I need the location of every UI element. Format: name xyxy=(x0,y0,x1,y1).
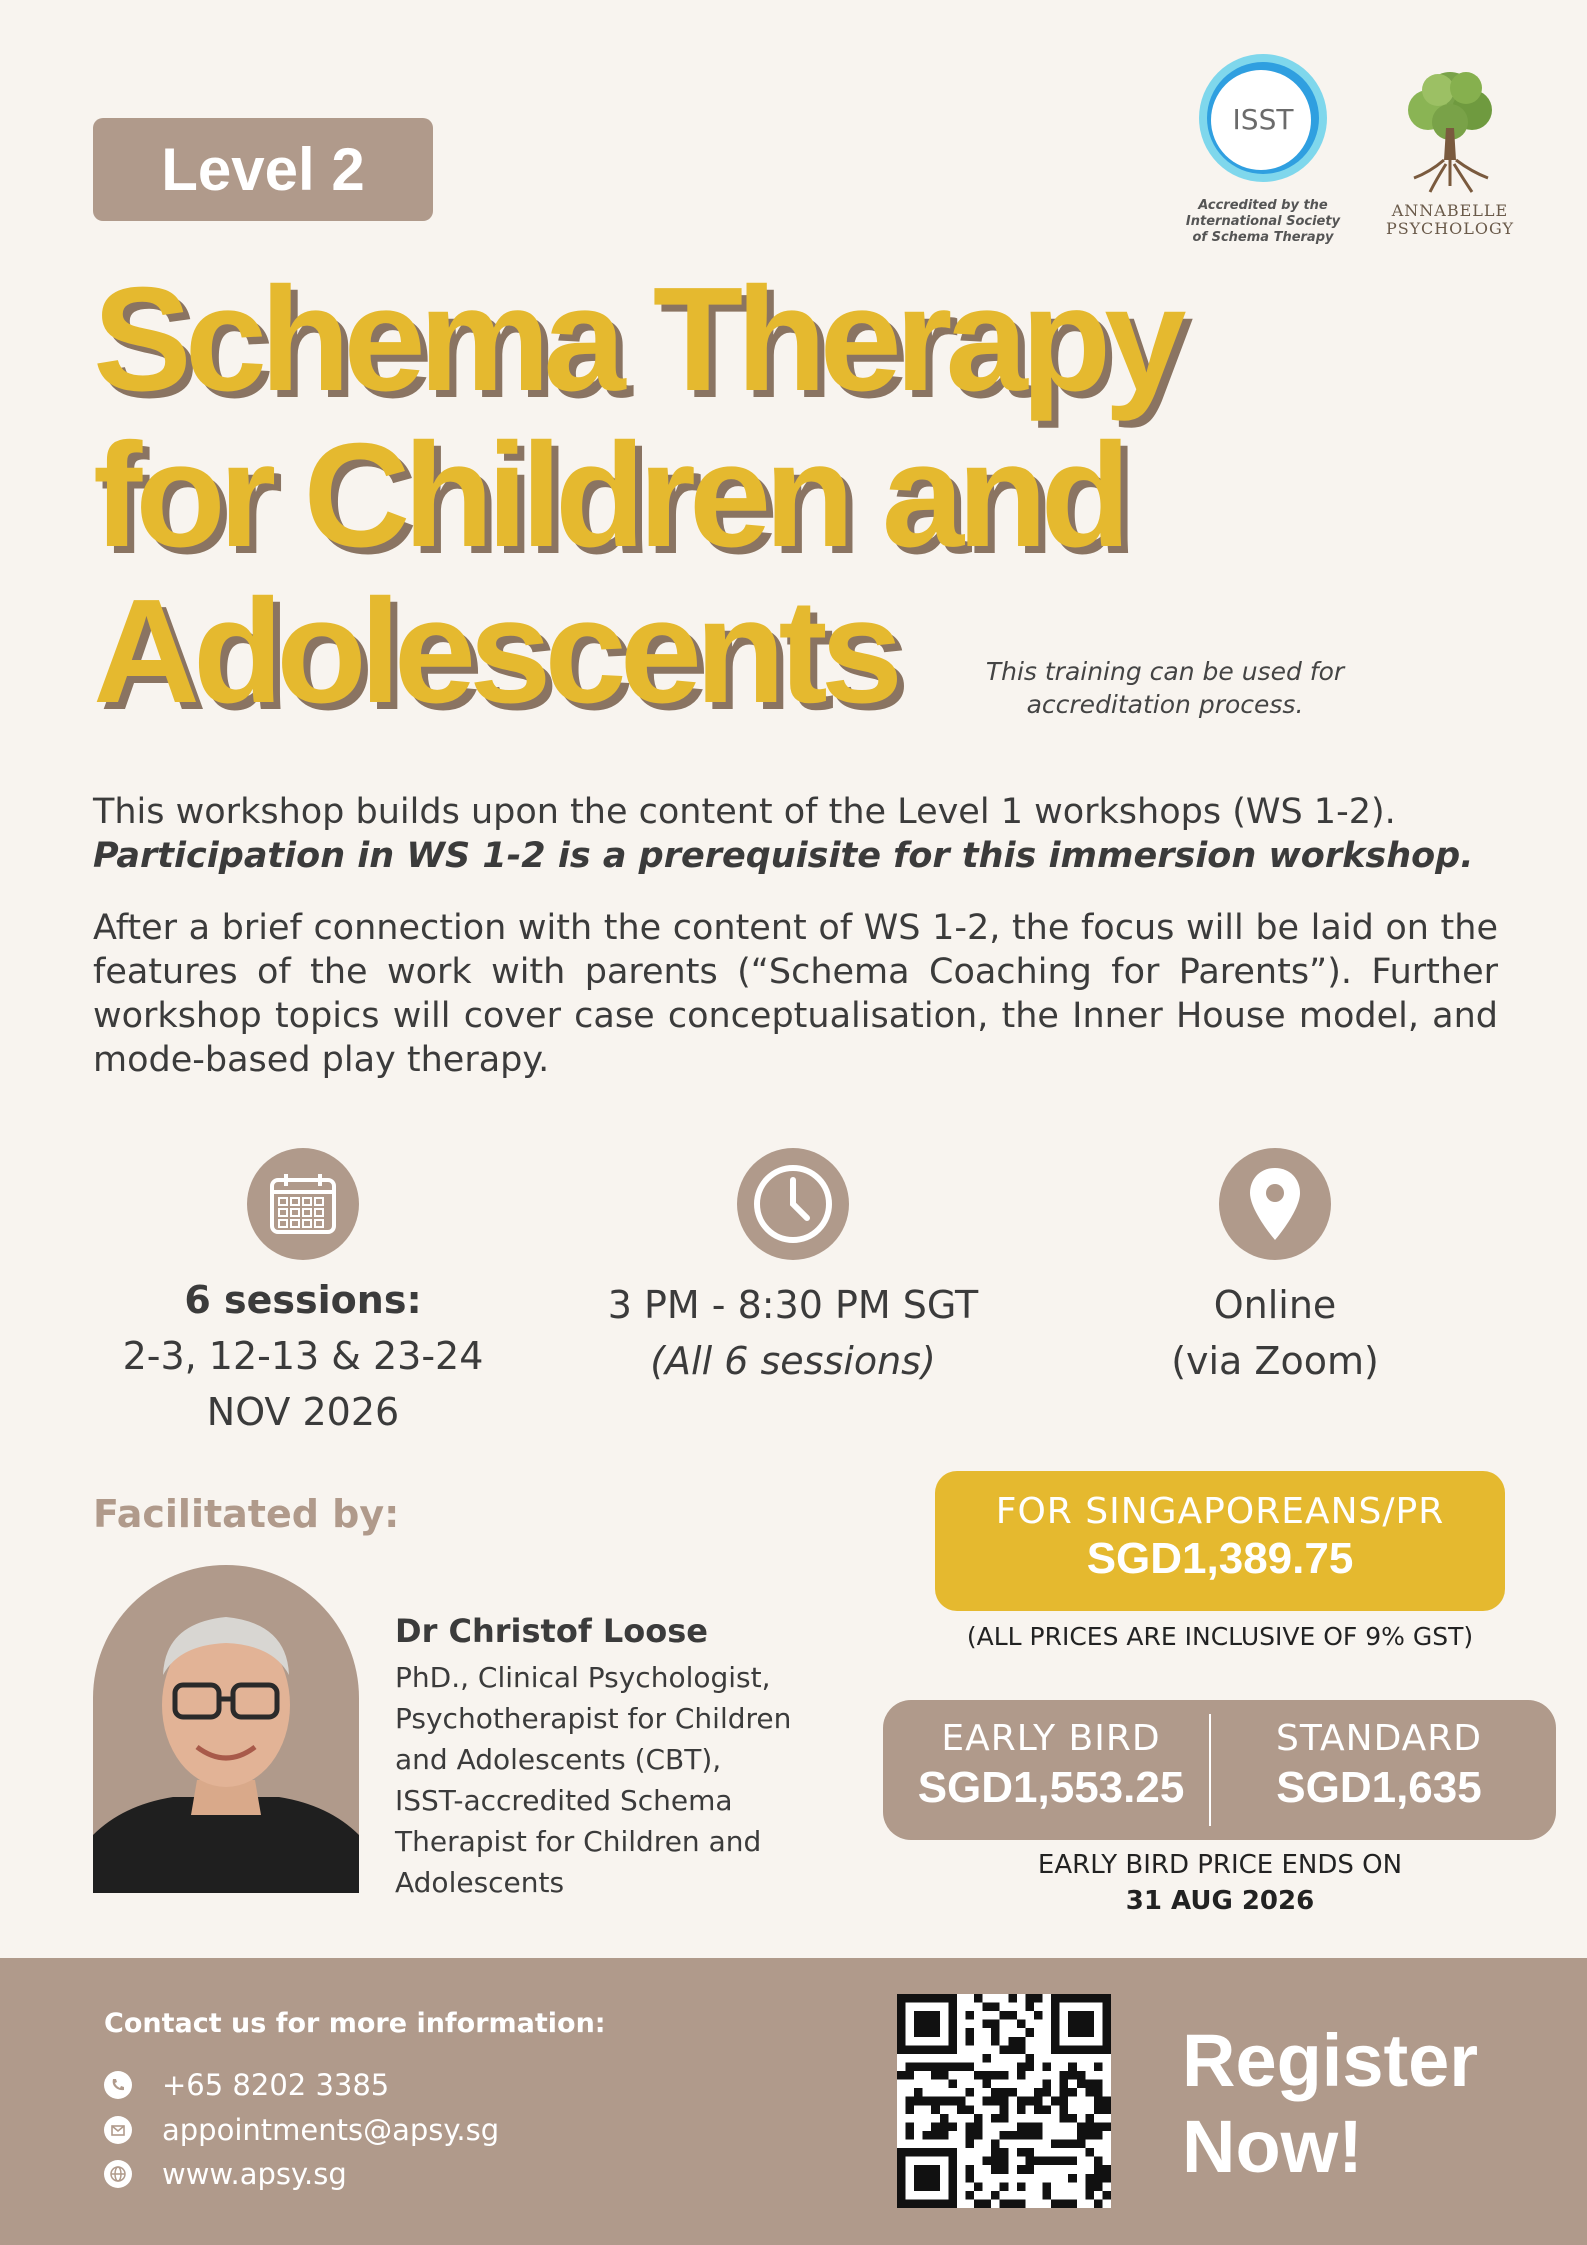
credential-line: Therapist for Children and xyxy=(395,1825,762,1858)
singaporean-price-box xyxy=(935,1471,1505,1611)
price-box xyxy=(883,1700,1556,1840)
annabelle-line2: PSYCHOLOGY xyxy=(1385,219,1515,238)
time-note: (All 6 sessions) xyxy=(650,1339,936,1383)
annabelle-caption xyxy=(1375,202,1525,238)
credential-line: Psychotherapist for Children xyxy=(395,1702,792,1735)
intro-line: This workshop builds upon the content of the Level 1 workshops (WS 1-2). xyxy=(93,792,1396,832)
phone-icon xyxy=(104,2071,132,2099)
location-info xyxy=(1070,1277,1480,1389)
title-line-1: Schema Therapy xyxy=(93,257,1180,422)
sessions-title: 6 sessions: xyxy=(184,1278,422,1322)
isst-caption: Accredited by the International Society of Schema Therapy xyxy=(1185,198,1341,245)
level-badge-label: Level 2 xyxy=(161,136,365,203)
accreditation-note: This training can be used for accreditation process. xyxy=(985,657,1345,719)
email-icon xyxy=(104,2116,132,2144)
register-line-1: Register xyxy=(1182,2019,1479,2102)
title-line-3: Adolescents xyxy=(93,569,897,734)
annabelle-line1: ANNABELLE xyxy=(1391,201,1509,220)
time-range: 3 PM - 8:30 PM SGT xyxy=(607,1283,979,1327)
credential-line: and Adolescents (CBT), xyxy=(395,1743,722,1776)
description-paragraph: After a brief connection with the content of WS 1-2, the focus will be laid on the features of the work with parents (“Schema Coaching for Parents”). Further workshop topics will cover case conceptualisation, the Inner House model, and mode-based play therapy. xyxy=(93,908,1498,1080)
standard-label: STANDARD xyxy=(1275,1718,1483,1759)
contact-phone[interactable] xyxy=(104,2068,389,2102)
facilitator-credentials xyxy=(395,1657,865,1903)
globe-icon xyxy=(104,2160,132,2188)
facilitated-by-heading: Facilitated by: xyxy=(93,1492,400,1536)
clock-icon xyxy=(737,1148,849,1260)
isst-logo xyxy=(1195,50,1331,186)
early-bird-value: SGD1,553.25 xyxy=(917,1763,1185,1812)
registration-qr-code[interactable] xyxy=(897,1994,1111,2208)
standard-value: SGD1,635 xyxy=(1276,1763,1482,1812)
time-info xyxy=(573,1277,1013,1389)
isst-logo-text: ISST xyxy=(1232,103,1294,136)
early-bird-deadline-label: EARLY BIRD PRICE ENDS ON xyxy=(1037,1850,1403,1880)
early-bird-deadline-date: 31 AUG 2026 xyxy=(1125,1886,1315,1916)
facilitator-photo xyxy=(93,1565,359,1893)
register-now-cta[interactable] xyxy=(1182,2018,1478,2190)
location-note: (via Zoom) xyxy=(1171,1339,1379,1383)
sessions-dates: 2-3, 12-13 & 23-24 xyxy=(122,1334,484,1378)
website-url[interactable]: www.apsy.sg xyxy=(162,2157,347,2191)
contact-website[interactable] xyxy=(104,2157,347,2191)
sessions-month: NOV 2026 xyxy=(206,1390,400,1434)
singaporean-price-label: FOR SINGAPOREANS/PR xyxy=(995,1491,1445,1532)
singaporean-price-value: SGD1,389.75 xyxy=(1086,1534,1354,1583)
title-line-2: for Children and xyxy=(93,413,1124,578)
credential-line: Adolescents xyxy=(395,1866,565,1899)
contact-heading: Contact us for more information: xyxy=(104,2008,606,2039)
location-pin-icon xyxy=(1219,1148,1331,1260)
prerequisite-note: Participation in WS 1-2 is a prerequisite for this immersion workshop. xyxy=(93,836,1474,876)
phone-number[interactable]: +65 8202 3385 xyxy=(162,2068,390,2102)
location-label: Online xyxy=(1213,1283,1337,1327)
early-bird-label: EARLY BIRD xyxy=(941,1718,1161,1759)
standard-price xyxy=(1211,1700,1547,1813)
contact-email[interactable] xyxy=(104,2113,499,2147)
level-badge xyxy=(93,118,433,221)
early-bird-deadline xyxy=(935,1847,1505,1919)
email-address[interactable]: appointments@apsy.sg xyxy=(162,2113,500,2147)
credential-line: ISST-accredited Schema xyxy=(395,1784,733,1817)
credential-line: PhD., Clinical Psychologist, xyxy=(395,1661,771,1694)
tree-logo xyxy=(1380,60,1520,200)
gst-note: (ALL PRICES ARE INCLUSIVE OF 9% GST) xyxy=(966,1622,1474,1651)
intro-paragraph xyxy=(93,790,1498,878)
facilitator-name: Dr Christof Loose xyxy=(395,1612,708,1650)
calendar-icon xyxy=(247,1148,359,1260)
register-line-2: Now! xyxy=(1182,2105,1363,2188)
sessions-info xyxy=(93,1272,513,1440)
early-bird-price xyxy=(883,1700,1219,1813)
